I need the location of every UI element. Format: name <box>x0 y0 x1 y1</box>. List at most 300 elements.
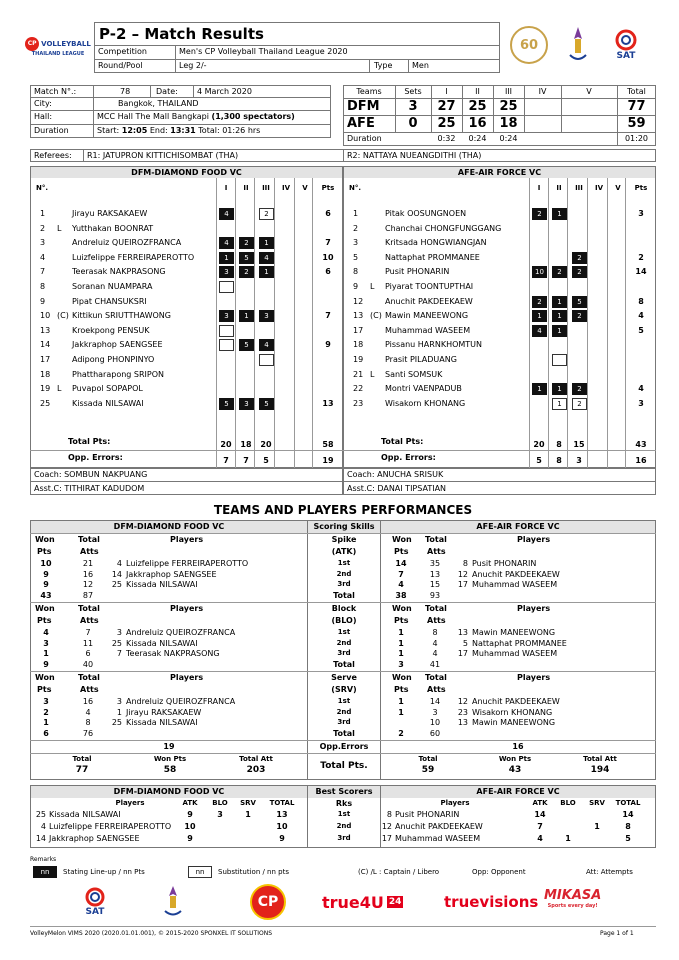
player-number: 9 <box>353 282 359 291</box>
player-points: 6 <box>325 267 331 277</box>
player-row <box>343 207 656 221</box>
won-pts: 7 <box>398 569 404 579</box>
legend-substitution: nn Substitution / nn pts <box>188 866 289 878</box>
team-b-total: 59 <box>421 765 435 775</box>
player-number: 17 <box>353 325 364 335</box>
player-name: Soranan NUAMPARA <box>72 282 153 291</box>
player-number: 13 <box>353 311 364 321</box>
set-score: 18 <box>499 116 518 131</box>
player-role: (C) <box>370 311 382 321</box>
team-b-name: AFE-AIR FORCE VC <box>344 167 655 178</box>
set-points-start: 1 <box>552 310 567 322</box>
team-a-total: 203 <box>246 765 266 775</box>
player-number: 21 <box>353 369 364 379</box>
player-points: 9 <box>325 340 331 350</box>
total-atts: 4 <box>85 707 91 717</box>
set-total: 18 <box>240 440 252 449</box>
player-points: 10 <box>322 252 334 262</box>
player-row <box>30 265 343 279</box>
set-score: 16 <box>468 116 487 131</box>
set-score: 25 <box>437 116 456 131</box>
player-row <box>30 309 343 323</box>
player-number: 25 <box>111 718 122 727</box>
player-number: 17 <box>381 834 392 843</box>
total-atts: 7 <box>85 628 91 637</box>
set-points-start: 3 <box>259 310 274 322</box>
player-role: (C) <box>57 311 69 321</box>
match-times: Start: 12:05 End: 13:31 Total: 01:26 hrs <box>97 126 261 135</box>
anniversary-badge: 60 <box>510 26 548 64</box>
player-number: 4 <box>40 252 46 262</box>
player-number: 23 <box>457 707 468 717</box>
score-total: 77 <box>627 99 646 114</box>
set-points-start: 1 <box>552 296 567 308</box>
player-number: 7 <box>40 267 46 277</box>
set-total: 20 <box>533 440 545 449</box>
total-atts: 3 <box>432 707 438 717</box>
total-atts: 8 <box>85 718 91 727</box>
player-row <box>30 324 343 338</box>
player-name: Nattaphat PROMMANEE <box>472 638 567 648</box>
set-points-start: 3 <box>219 310 234 322</box>
player-name: Piyarat TOONTUPTHAI <box>385 282 474 291</box>
set-points-sub: 2 <box>572 398 587 410</box>
best-scorer-name: Anuchit PAKDEEKAEW <box>395 822 483 831</box>
player-name: Anuchit PAKDEEKAEW <box>472 697 560 706</box>
player-name: Muhammad WASEEM <box>385 325 471 335</box>
total-atts: 14 <box>429 697 441 706</box>
player-points: 7 <box>325 311 331 321</box>
team-a-total: 58 <box>163 765 177 775</box>
player-name: Muhammad WASEEM <box>472 649 558 658</box>
player-row <box>30 222 343 236</box>
team-a-total: 77 <box>75 765 89 775</box>
score-total: 59 <box>627 116 646 131</box>
set-points-start: 1 <box>259 266 274 278</box>
won-pts: 9 <box>43 569 49 579</box>
player-points: 14 <box>635 267 647 277</box>
total-atts: 16 <box>82 569 94 579</box>
referee-2: R2: NATTAYA NUEANGDITHI (THA) <box>347 151 482 160</box>
player-number: 4 <box>40 822 46 831</box>
won-pts: 14 <box>395 559 407 568</box>
set-points-start: 5 <box>239 252 254 264</box>
player-name: Kritsada HONGWIANGJAN <box>385 238 487 248</box>
player-number: 17 <box>457 649 468 658</box>
best-scorer-name: Jakkraphop SAENGSEE <box>49 834 140 843</box>
set-points-sub: 2 <box>259 208 274 220</box>
player-number: 18 <box>353 340 364 350</box>
player-points: 13 <box>322 398 334 408</box>
player-row <box>343 353 656 367</box>
player-number: 9 <box>40 296 46 306</box>
set-points-start: 4 <box>219 237 234 249</box>
player-number: 19 <box>40 384 51 394</box>
player-name: Luizfelippe FERREIRAPEROTTO <box>72 252 195 262</box>
set-points-start: 2 <box>572 252 587 264</box>
player-role: L <box>370 282 375 291</box>
set-points-start: 4 <box>219 208 234 220</box>
set-points-start: 4 <box>259 252 274 264</box>
total-atts: 4 <box>432 649 438 658</box>
player-number: 14 <box>111 569 122 579</box>
player-number: 23 <box>353 398 364 408</box>
asst-coach-b: DANAI TIPSATIAN <box>377 484 447 493</box>
set-score: 27 <box>437 99 456 114</box>
player-name: Kissada NILSAWAI <box>126 638 198 648</box>
won-pts: 1 <box>398 697 404 706</box>
set-points-start: 4 <box>532 325 547 337</box>
best-scorer-name: Kissada NILSAWAI <box>49 810 121 819</box>
player-name: Mawin MANEEWONG <box>385 311 469 321</box>
coach-a: SOMBUN NAKPUANG <box>64 470 148 479</box>
player-name: Anuchit PAKDEEKAEW <box>385 296 473 306</box>
player-name: Puvapol SOPAPOL <box>72 384 143 394</box>
won-pts: 3 <box>43 638 49 648</box>
set-total: 15 <box>573 440 585 449</box>
player-name: Wisakorn KHONANG <box>385 398 466 408</box>
player-row <box>343 368 656 382</box>
total-atts: 11 <box>82 638 94 648</box>
player-name: Jirayu RAKSAKAEW <box>126 707 202 717</box>
set-points-start: 1 <box>219 252 234 264</box>
player-number: 12 <box>457 697 468 706</box>
opp-errors: 5 <box>536 456 542 465</box>
best-scorer-name: Luizfelippe FERREIRAPEROTTO <box>49 822 172 831</box>
set-score: 25 <box>468 99 487 114</box>
best-scorer-name: Pusit PHONARIN <box>395 810 460 819</box>
player-name: Kissada NILSAWAI <box>126 580 198 589</box>
player-row <box>343 295 656 309</box>
won-pts: 10 <box>40 559 52 568</box>
player-name: Nattaphat PROMMANEE <box>385 252 480 262</box>
player-row <box>30 295 343 309</box>
player-name: Kroekpong PENSUK <box>72 325 150 335</box>
set-points-start: 1 <box>239 310 254 322</box>
league-logo: CP VOLLEYBALL THAILAND LEAGUE <box>28 30 88 64</box>
team-a-name: DFM-DIAMOND FOOD VC <box>31 167 342 178</box>
set-total: 20 <box>260 440 272 449</box>
sponsor-mikasa: MIKASA Sports every day! <box>544 888 602 909</box>
player-points: 3 <box>638 398 644 408</box>
player-name: Kittikun SRIUTTHAWONG <box>72 311 171 321</box>
asst-coach-a: TITHIRAT KADUDOM <box>64 484 145 493</box>
set-points-start: 1 <box>552 208 567 220</box>
nsdf-emblem <box>563 24 593 66</box>
player-name: Jakkraphop SAENGSEE <box>72 340 163 350</box>
player-row <box>343 382 656 396</box>
set-points-start: 3 <box>219 266 234 278</box>
won-pts: 3 <box>43 697 49 706</box>
performances-title: TEAMS AND PLAYERS PERFORMANCES <box>213 503 473 517</box>
player-name: Teerasak NAKPRASONG <box>72 267 166 277</box>
player-name: Yutthakan BOONRAT <box>72 223 154 233</box>
total-atts: 4 <box>432 638 438 648</box>
set-points-start: 5 <box>572 296 587 308</box>
player-points: 4 <box>638 384 644 394</box>
player-number: 12 <box>457 569 468 579</box>
player-name: Jakkraphop SAENGSEE <box>126 569 217 579</box>
footer-credit: VolleyMelon VIMS 2020 (2020.01.01.001), © 2015-2020 SPONXEL IT SOLUTIONS <box>30 930 273 937</box>
player-number: 3 <box>353 238 359 248</box>
player-number: 19 <box>353 355 364 364</box>
set-points-sub: 1 <box>552 398 567 410</box>
player-points: 4 <box>638 311 644 321</box>
score-team: AFE <box>347 116 375 131</box>
score-sets: 3 <box>408 99 418 114</box>
player-row <box>343 338 656 352</box>
set-points-start: 5 <box>239 339 254 351</box>
player-row <box>343 324 656 338</box>
set-points-start: 2 <box>239 237 254 249</box>
player-number: 3 <box>116 628 122 637</box>
player-row <box>343 265 656 279</box>
player-number: 25 <box>111 580 122 589</box>
player-row <box>343 280 656 294</box>
set-points-sub <box>219 325 234 337</box>
player-number: 12 <box>353 296 364 306</box>
set-points-start: 1 <box>532 310 547 322</box>
set-points-sub <box>219 339 234 351</box>
set-total: 20 <box>220 440 232 449</box>
score-sets: 0 <box>408 116 418 131</box>
won-pts: 2 <box>43 707 49 717</box>
set-points-start: 5 <box>259 398 274 410</box>
skill-name: Spike <box>331 535 357 544</box>
page-title: P-2 – Match Results <box>99 25 264 43</box>
set-points-start: 1 <box>532 383 547 395</box>
total-atts: 6 <box>85 649 91 658</box>
player-points: 8 <box>638 296 644 306</box>
player-name: Andreluiz QUEIROZFRANCA <box>126 628 236 637</box>
player-number: 13 <box>40 325 51 335</box>
player-row <box>30 280 343 294</box>
player-name: Mawin MANEEWONG <box>472 628 556 637</box>
match-date: 4 March 2020 <box>197 87 252 96</box>
player-number: 8 <box>386 810 392 819</box>
set-points-start: 1 <box>552 325 567 337</box>
player-row <box>30 368 343 382</box>
opp-errors: 5 <box>263 456 269 465</box>
set-points-start: 10 <box>532 266 547 278</box>
player-points: 5 <box>638 325 644 335</box>
player-name: Pissanu HARNKHOMTUN <box>385 340 483 350</box>
opp-errors-b: 16 <box>512 742 524 751</box>
set-points-start: 2 <box>572 310 587 322</box>
total-atts: 21 <box>82 559 94 568</box>
skill-name: Block <box>331 604 357 613</box>
player-number: 3 <box>116 697 122 706</box>
set-total: 8 <box>556 440 562 449</box>
sponsor-sat: SAT <box>72 884 118 920</box>
set-points-start: 3 <box>239 398 254 410</box>
player-name: Montri VAENPADUB <box>385 384 462 394</box>
set-points-start: 2 <box>572 266 587 278</box>
player-number: 3 <box>40 238 46 248</box>
player-name: Adipong PHONPINYO <box>72 355 155 364</box>
player-number: 17 <box>457 580 468 589</box>
won-pts: 1 <box>398 649 404 658</box>
coach-b: ANUCHA SRISUK <box>377 470 444 479</box>
player-name: Wisakorn KHONANG <box>472 707 553 717</box>
player-name: Prasit PILADUANG <box>385 355 457 364</box>
won-pts: 1 <box>398 628 404 637</box>
match-type: Men <box>412 61 429 70</box>
set-points-start: 1 <box>259 237 274 249</box>
won-pts: 4 <box>398 580 404 589</box>
total-atts: 13 <box>429 569 441 579</box>
player-role: L <box>57 384 62 394</box>
player-number: 22 <box>353 384 364 394</box>
set-points-start: 2 <box>552 266 567 278</box>
player-number: 7 <box>116 649 122 658</box>
player-name: Pitak OOSUNGNOEN <box>385 209 467 218</box>
total-atts: 12 <box>82 580 94 589</box>
sat-logo: SAT <box>608 26 644 64</box>
player-number: 5 <box>462 638 468 648</box>
player-name: Chanchai CHONGFUNGGANG <box>385 223 502 233</box>
player-row <box>30 251 343 265</box>
player-number: 8 <box>462 559 468 568</box>
player-number: 14 <box>40 340 51 350</box>
player-row <box>343 236 656 250</box>
player-role: L <box>57 223 62 233</box>
set-points-sub <box>219 281 234 293</box>
player-points: 2 <box>638 252 644 262</box>
set-points-start: 4 <box>259 339 274 351</box>
opp-errors: 3 <box>576 456 582 465</box>
player-name: Andreluiz QUEIROZFRANCA <box>126 697 236 706</box>
player-name: Phattharapong SRIPON <box>72 369 164 379</box>
total-atts: 16 <box>82 697 94 706</box>
set-points-start: 5 <box>219 398 234 410</box>
won-pts: 1 <box>398 707 404 717</box>
opp-errors: 7 <box>243 456 249 465</box>
player-row <box>343 251 656 265</box>
player-number: 5 <box>353 252 359 262</box>
player-name: Kissada NILSAWAI <box>72 398 144 408</box>
total-atts: 10 <box>429 718 441 727</box>
team-b-total: 43 <box>508 765 522 775</box>
player-row <box>343 397 656 411</box>
set-points-sub <box>552 354 567 366</box>
player-name: Anuchit PAKDEEKAEW <box>472 569 560 579</box>
player-number: 14 <box>35 834 46 843</box>
team-total-pts: 43 <box>635 440 647 449</box>
player-name: Kissada NILSAWAI <box>126 718 198 727</box>
player-number: 13 <box>457 628 468 637</box>
player-number: 2 <box>353 223 359 233</box>
player-number: 4 <box>116 559 122 568</box>
set-score: 25 <box>499 99 518 114</box>
match-number: 78 <box>120 87 131 96</box>
total-atts: 8 <box>432 628 438 637</box>
player-points: 3 <box>638 209 644 218</box>
player-number: 8 <box>40 282 46 291</box>
match-hall: MCC Hall The Mall Bangkapi (1,300 spectators) <box>97 112 295 121</box>
player-name: Santi SOMSUK <box>385 369 443 379</box>
won-pts: 4 <box>43 628 49 637</box>
won-pts: 1 <box>398 638 404 648</box>
total-atts: 35 <box>429 559 441 568</box>
player-number: 13 <box>457 718 468 727</box>
player-number: 1 <box>353 209 359 218</box>
player-row <box>30 207 343 221</box>
referee-1: R1: JATUPRON KITTICHISOMBAT (THA) <box>87 151 239 160</box>
player-name: Jirayu RAKSAKAEW <box>72 209 148 218</box>
skill-name: Serve <box>331 673 357 682</box>
team-total-pts: 58 <box>322 440 334 449</box>
player-name: Teerasak NAKPRASONG <box>126 649 220 658</box>
total-atts: 15 <box>429 580 441 589</box>
score-team: DFM <box>347 99 380 114</box>
set-points-start: 2 <box>532 296 547 308</box>
player-row <box>343 222 656 236</box>
set-points-start: 1 <box>552 383 567 395</box>
player-name: Andreluiz QUEIROZFRANCA <box>72 238 182 248</box>
set-points-start: 2 <box>239 266 254 278</box>
set-duration: 0:24 <box>499 134 518 143</box>
player-number: 17 <box>40 355 51 364</box>
duration-total: 01:20 <box>624 134 649 143</box>
player-name: Pusit PHONARIN <box>385 267 450 277</box>
player-number: 10 <box>40 311 51 321</box>
player-row <box>30 353 343 367</box>
player-name: Muhammad WASEEM <box>472 580 558 589</box>
set-duration: 0:24 <box>468 134 487 143</box>
opp-errors-a: 19 <box>163 742 175 751</box>
player-name: Mawin MANEEWONG <box>472 718 556 727</box>
player-number: 1 <box>40 209 46 218</box>
player-row <box>343 309 656 323</box>
player-role: L <box>370 369 375 379</box>
player-number: 12 <box>381 822 392 831</box>
player-number: 18 <box>40 369 51 379</box>
set-points-start: 2 <box>532 208 547 220</box>
player-points: 7 <box>325 238 331 248</box>
sponsor-cp: CP <box>250 884 286 920</box>
team-b-total: 194 <box>590 765 610 775</box>
set-points-start: 2 <box>572 383 587 395</box>
player-number: 25 <box>40 398 51 408</box>
opp-errors: 7 <box>223 456 229 465</box>
best-scorer-name: Muhammad WASEEM <box>395 834 481 843</box>
competition-name: Men's CP Volleyball Thailand League 2020 <box>179 47 348 56</box>
player-number: 8 <box>353 267 359 277</box>
opp-errors: 8 <box>556 456 562 465</box>
player-number: 1 <box>116 707 122 717</box>
set-points-sub <box>259 354 274 366</box>
round: Leg 2/- <box>179 61 207 70</box>
player-row <box>30 397 343 411</box>
team-opp-errors: 19 <box>322 456 334 465</box>
player-name: Pipat CHANSUKSRI <box>72 296 147 306</box>
won-pts: 9 <box>43 580 49 589</box>
player-points: 6 <box>325 209 331 218</box>
player-name: Pusit PHONARIN <box>472 559 537 568</box>
sponsor-true4u: true4U 24 <box>322 892 402 912</box>
player-number: 2 <box>40 223 46 233</box>
set-duration: 0:32 <box>437 134 456 143</box>
player-row <box>30 236 343 250</box>
sponsor-truevisions: truevisions <box>444 893 539 911</box>
page-number: Page 1 of 1 <box>600 930 634 937</box>
team-opp-errors: 16 <box>635 456 647 465</box>
legend-starting: nn Stating Line-up / nn Pts <box>33 866 145 878</box>
player-row <box>30 382 343 396</box>
player-number: 25 <box>111 638 122 648</box>
player-number: 25 <box>35 810 46 819</box>
